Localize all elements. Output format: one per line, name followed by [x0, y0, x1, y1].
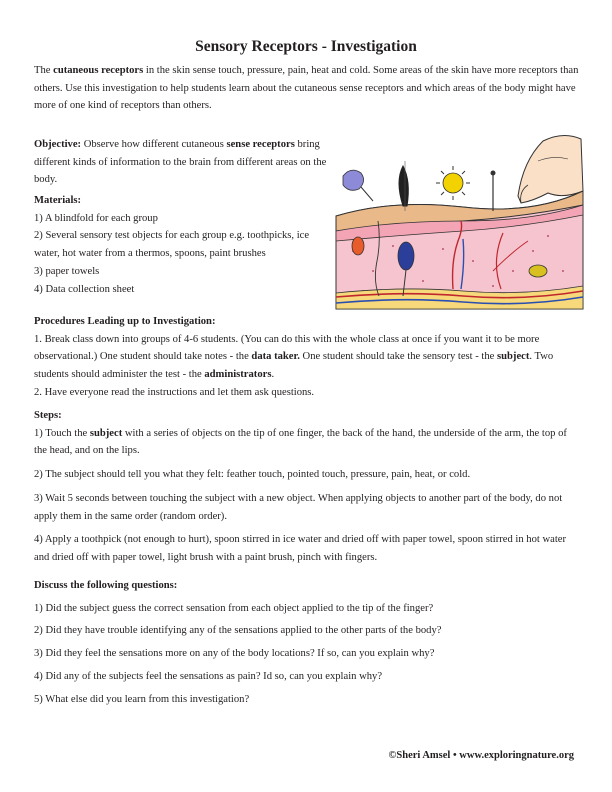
list-item: 3) Did they feel the sensations more on any of the body locations? If so, can you explain why?: [34, 648, 435, 660]
procedures-heading: Procedures Leading up to Investigation:: [34, 316, 216, 327]
list-item: 2) The subject should tell you what they felt: feather touch, pointed touch, pressure, pain, heat, or cold.: [34, 469, 471, 481]
materials-section: [34, 192, 334, 298]
intro-paragraph: The cutaneous receptors in the skin sense touch, pressure, pain, heat and cold. Some areas of the skin have more receptors than others. Use this investigation to help students learn about the cutaneous sense receptors and which areas of the body might have more of one kind of receptors than others.: [34, 65, 579, 112]
list-item: 1) Touch the subject with a series of objects on the tip of one finger, the back of the hand, the underside of the arm, the top of the head, and on the lips.: [34, 427, 567, 457]
list-item: 1) A blindfold for each group: [34, 212, 158, 224]
list-item: 2. Have everyone read the instructions and let them ask questions.: [34, 386, 315, 398]
list-item: 1. Break class down into groups of 4-6 students. (You can do this with the whole class at once if you want it to be more observational.) One student should take notes - the data taker. One student should take the sensory test - the subject. Two students should administer the test - the administrators.: [34, 333, 554, 381]
steps-section: [34, 407, 582, 567]
copyright-footer: ©Sheri Amsel • www.exploringnature.org: [388, 750, 574, 761]
receptor-icon: [398, 242, 414, 270]
receptor-icon: [529, 265, 547, 277]
intro-bold-term: cutaneous receptors: [53, 65, 144, 76]
ice-icon: [343, 170, 364, 190]
discuss-heading: Discuss the following questions:: [34, 580, 178, 591]
feather-icon: [399, 166, 408, 206]
hand-icon: [518, 135, 583, 203]
list-item: 5) What else did you learn from this investigation?: [34, 693, 250, 705]
discuss-section: [34, 577, 582, 708]
list-item: 3) paper towels: [34, 265, 100, 277]
list-item: 2) Did they have trouble identifying any of the sensations applied to the other parts of the body?: [34, 625, 442, 637]
list-item: 2) Several sensory test objects for each group e.g. toothpicks, ice water, hot water from a thermos, spoons, paint brushes: [34, 230, 310, 260]
list-item: 1) Did the subject guess the correct sensation from each object applied to the tip of the finger?: [34, 602, 434, 614]
procedures-section: [34, 313, 582, 402]
page-title: Sensory Receptors - Investigation: [195, 38, 417, 55]
list-item: 4) Apply a toothpick (not enough to hurt), spoon stirred in ice water and dried off with paper towel, spoon stirred in hot water and dried off with paper towel, light brush with a paint brush, pinch with fingers.: [34, 534, 567, 563]
objective-label: Objective:: [34, 139, 82, 150]
objective-paragraph: Objective: Observe how different cutaneous sense receptors bring different kinds of information to the brain from different areas on the body.: [34, 139, 327, 186]
list-item: 3) Wait 5 seconds between touching the subject with a new object. When applying objects to another part of the body, do not apply them in the same order (random order).: [34, 492, 563, 522]
materials-heading: Materials:: [34, 195, 82, 206]
list-item: 4) Data collection sheet: [34, 283, 135, 295]
list-item: 4) Did any of the subjects feel the sensations as pain? Id so, can you explain why?: [34, 670, 383, 682]
sun-icon: [436, 166, 470, 200]
steps-heading: Steps:: [34, 410, 62, 421]
skin-cross-section-illustration: [333, 121, 585, 313]
receptor-icon: [352, 237, 364, 255]
